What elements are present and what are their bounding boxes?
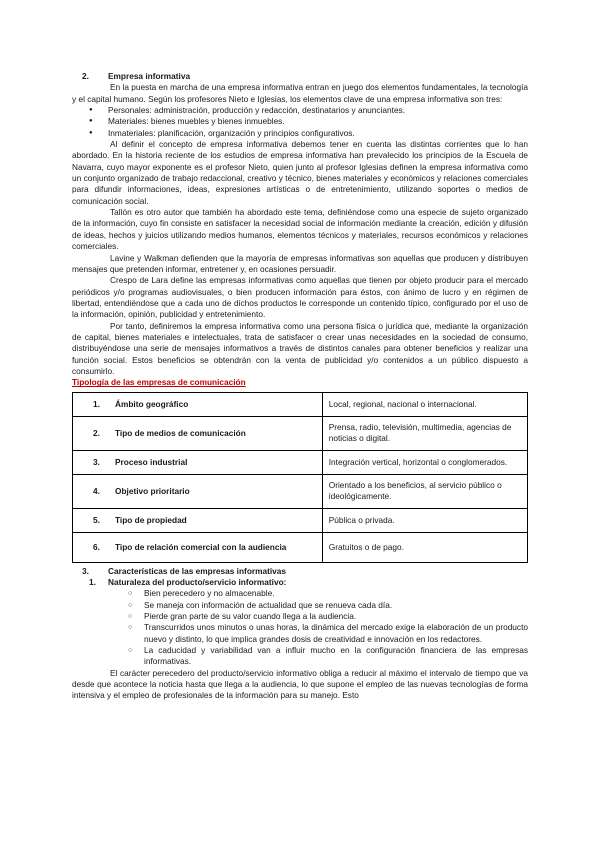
characteristics-list	[72, 588, 528, 667]
row-key: Objetivo prioritario	[115, 485, 190, 496]
list-item: ○ La caducidad y variabilidad van a influir mucho en la configuración financiera de las empresas informativas.	[72, 645, 528, 668]
document-page	[72, 71, 528, 702]
key-elements-list	[72, 105, 528, 139]
subsection-number: 1.	[89, 576, 96, 587]
section-2-number: 2.	[82, 71, 89, 81]
table-key-cell	[73, 474, 323, 508]
row-key: Tipo de relación comercial con la audiencia	[115, 541, 287, 552]
section-2-title: Empresa informativa	[108, 71, 191, 81]
table-row	[73, 450, 528, 474]
subsection-heading	[72, 577, 528, 588]
table-row	[73, 474, 528, 508]
section-2-intro: En la puesta en marcha de una empresa informativa entran en juego dos elementos fundamentales, la tecnología y el capital humano. Según los profesores Nieto e Iglesias, los elementos clave de una empresa informativa son tres:	[72, 82, 528, 104]
row-key: Ámbito geográfico	[115, 398, 189, 409]
table-row	[73, 392, 528, 416]
row-number: 6.	[93, 541, 100, 552]
table-row	[73, 508, 528, 532]
table-value-cell: Orientado a los beneficios, al servicio público o ideológicamente.	[322, 474, 527, 508]
section-3-heading	[72, 566, 528, 577]
row-key: Tipo de propiedad	[115, 514, 187, 525]
list-item: ● Inmateriales: planificación, organización y principios configurativos.	[72, 128, 528, 139]
list-item: ○ Pierde gran parte de su valor cuando llega a la audiencia.	[72, 611, 528, 622]
row-number: 5.	[93, 514, 100, 525]
table-value-cell: Integración vertical, horizontal o conglomerados.	[322, 450, 527, 474]
paragraph: Crespo de Lara define las empresas informativas como aquellas que tienen por objeto producir para el mercado periódicos y/o programas audiovisuales, o bien producen información para éstos, con ánimo de lucro y en régimen de libertad, entendiéndose que a cada uno de dichos productos le corresponde un contenido típico, configurado por el uso de la información, opinión, publicidad y entretenimiento.	[72, 275, 528, 320]
row-number: 1.	[93, 398, 100, 409]
closing-paragraph: El carácter perecedero del producto/servicio informativo obliga a reducir al máximo el intervalo de tiempo que va desde que acontece la noticia hasta que llega a la audiencia, lo que supone el empleo de las nuevas tecnologías de forma intensiva y el empleo de profesionales de la información para su manejo. Esto	[72, 667, 528, 701]
table-key-cell	[73, 508, 323, 532]
paragraph: Tallón es otro autor que también ha abordado este tema, definiéndose como una especie de sujeto organizado de la información, cuyo fin consiste en satisfacer la necesidad social de información mediante la creación, edición y difusión de ideas, hechos y juicios utilizando medios humanos, elementos técnicos y materiales, recursos económicos y relaciones comerciales.	[72, 207, 528, 252]
table-row	[73, 532, 528, 562]
table-value-cell: Gratuitos o de pago.	[322, 532, 527, 562]
paragraph: Al definir el concepto de empresa informativa debemos tener en cuenta las distintas corrientes que lo han abordado. En la historia reciente de los estudios de empresa informativa han prevalecido los principios de la Escuela de Navarra, cuyo mayor exponente es el profesor Nieto, quien junto al profesor Iglesias definen la empresa informativa como un conjunto organizado de trabajo redaccional, creativo y técnico, bienes materiales y económicos y relaciones comerciales para difundir informaciones, ideas, expresiones artísticas o de entretenimiento, utilizando soportes o medios de comunicación social.	[72, 139, 528, 206]
list-item: ● Materiales: bienes muebles y bienes inmuebles.	[72, 116, 528, 127]
table-value-cell: Pública o privada.	[322, 508, 527, 532]
table-key-cell	[73, 416, 323, 450]
table-key-cell	[73, 532, 323, 562]
section-3-number: 3.	[82, 565, 89, 576]
paragraph: Por tanto, definiremos la empresa informativa como una persona física o jurídica que, mediante la organización de capital, bienes materiales e intelectuales, trata de satisfacer o crear unas necesidades en la sociedad de consumo, distribuyéndose una serie de mensajes informativos a través de distintos canales para obtener beneficios y realizar una función social. Estos beneficios se obtendrán con la venta de publicidad y/o contenidos a un público dispuesto a consumirlo.	[72, 320, 528, 376]
list-item: ○ Transcurridos unos minutos o unas horas, la dinámica del mercado exige la elaboración de un producto nuevo y distinto, lo que implica grandes dosis de creatividad e innovación en los redactores.	[72, 622, 528, 645]
table-key-cell	[73, 450, 323, 474]
table-row	[73, 416, 528, 450]
subsection-title: Naturaleza del producto/servicio informativo:	[108, 576, 287, 587]
table-value-cell: Prensa, radio, televisión, multimedia, agencias de noticias o digital.	[322, 416, 527, 450]
section-3-title: Características de las empresas informativas	[108, 565, 287, 576]
row-number: 2.	[93, 427, 100, 438]
paragraph: Lavine y Walkman defienden que la mayoría de empresas informativas son aquellas que producen y distribuyen mensajes que pretenden informar, entretener y, en ocasiones persuadir.	[72, 252, 528, 274]
typology-table	[72, 392, 528, 563]
row-key: Tipo de medios de comunicación	[115, 427, 246, 438]
table-caption: Tipología de las empresas de comunicación	[72, 377, 246, 388]
list-item: ● Personales: administración, producción y redacción, destinatarios y anunciantes.	[72, 105, 528, 116]
list-item: ○ Bien perecedero y no almacenable.	[72, 588, 528, 599]
list-item: ○ Se maneja con información de actualidad que se renueva cada día.	[72, 600, 528, 611]
row-key: Proceso industrial	[115, 456, 188, 467]
section-2-heading	[72, 71, 528, 82]
table-key-cell	[73, 392, 323, 416]
row-number: 3.	[93, 456, 100, 467]
row-number: 4.	[93, 485, 100, 496]
table-value-cell: Local, regional, nacional o internacional.	[322, 392, 527, 416]
